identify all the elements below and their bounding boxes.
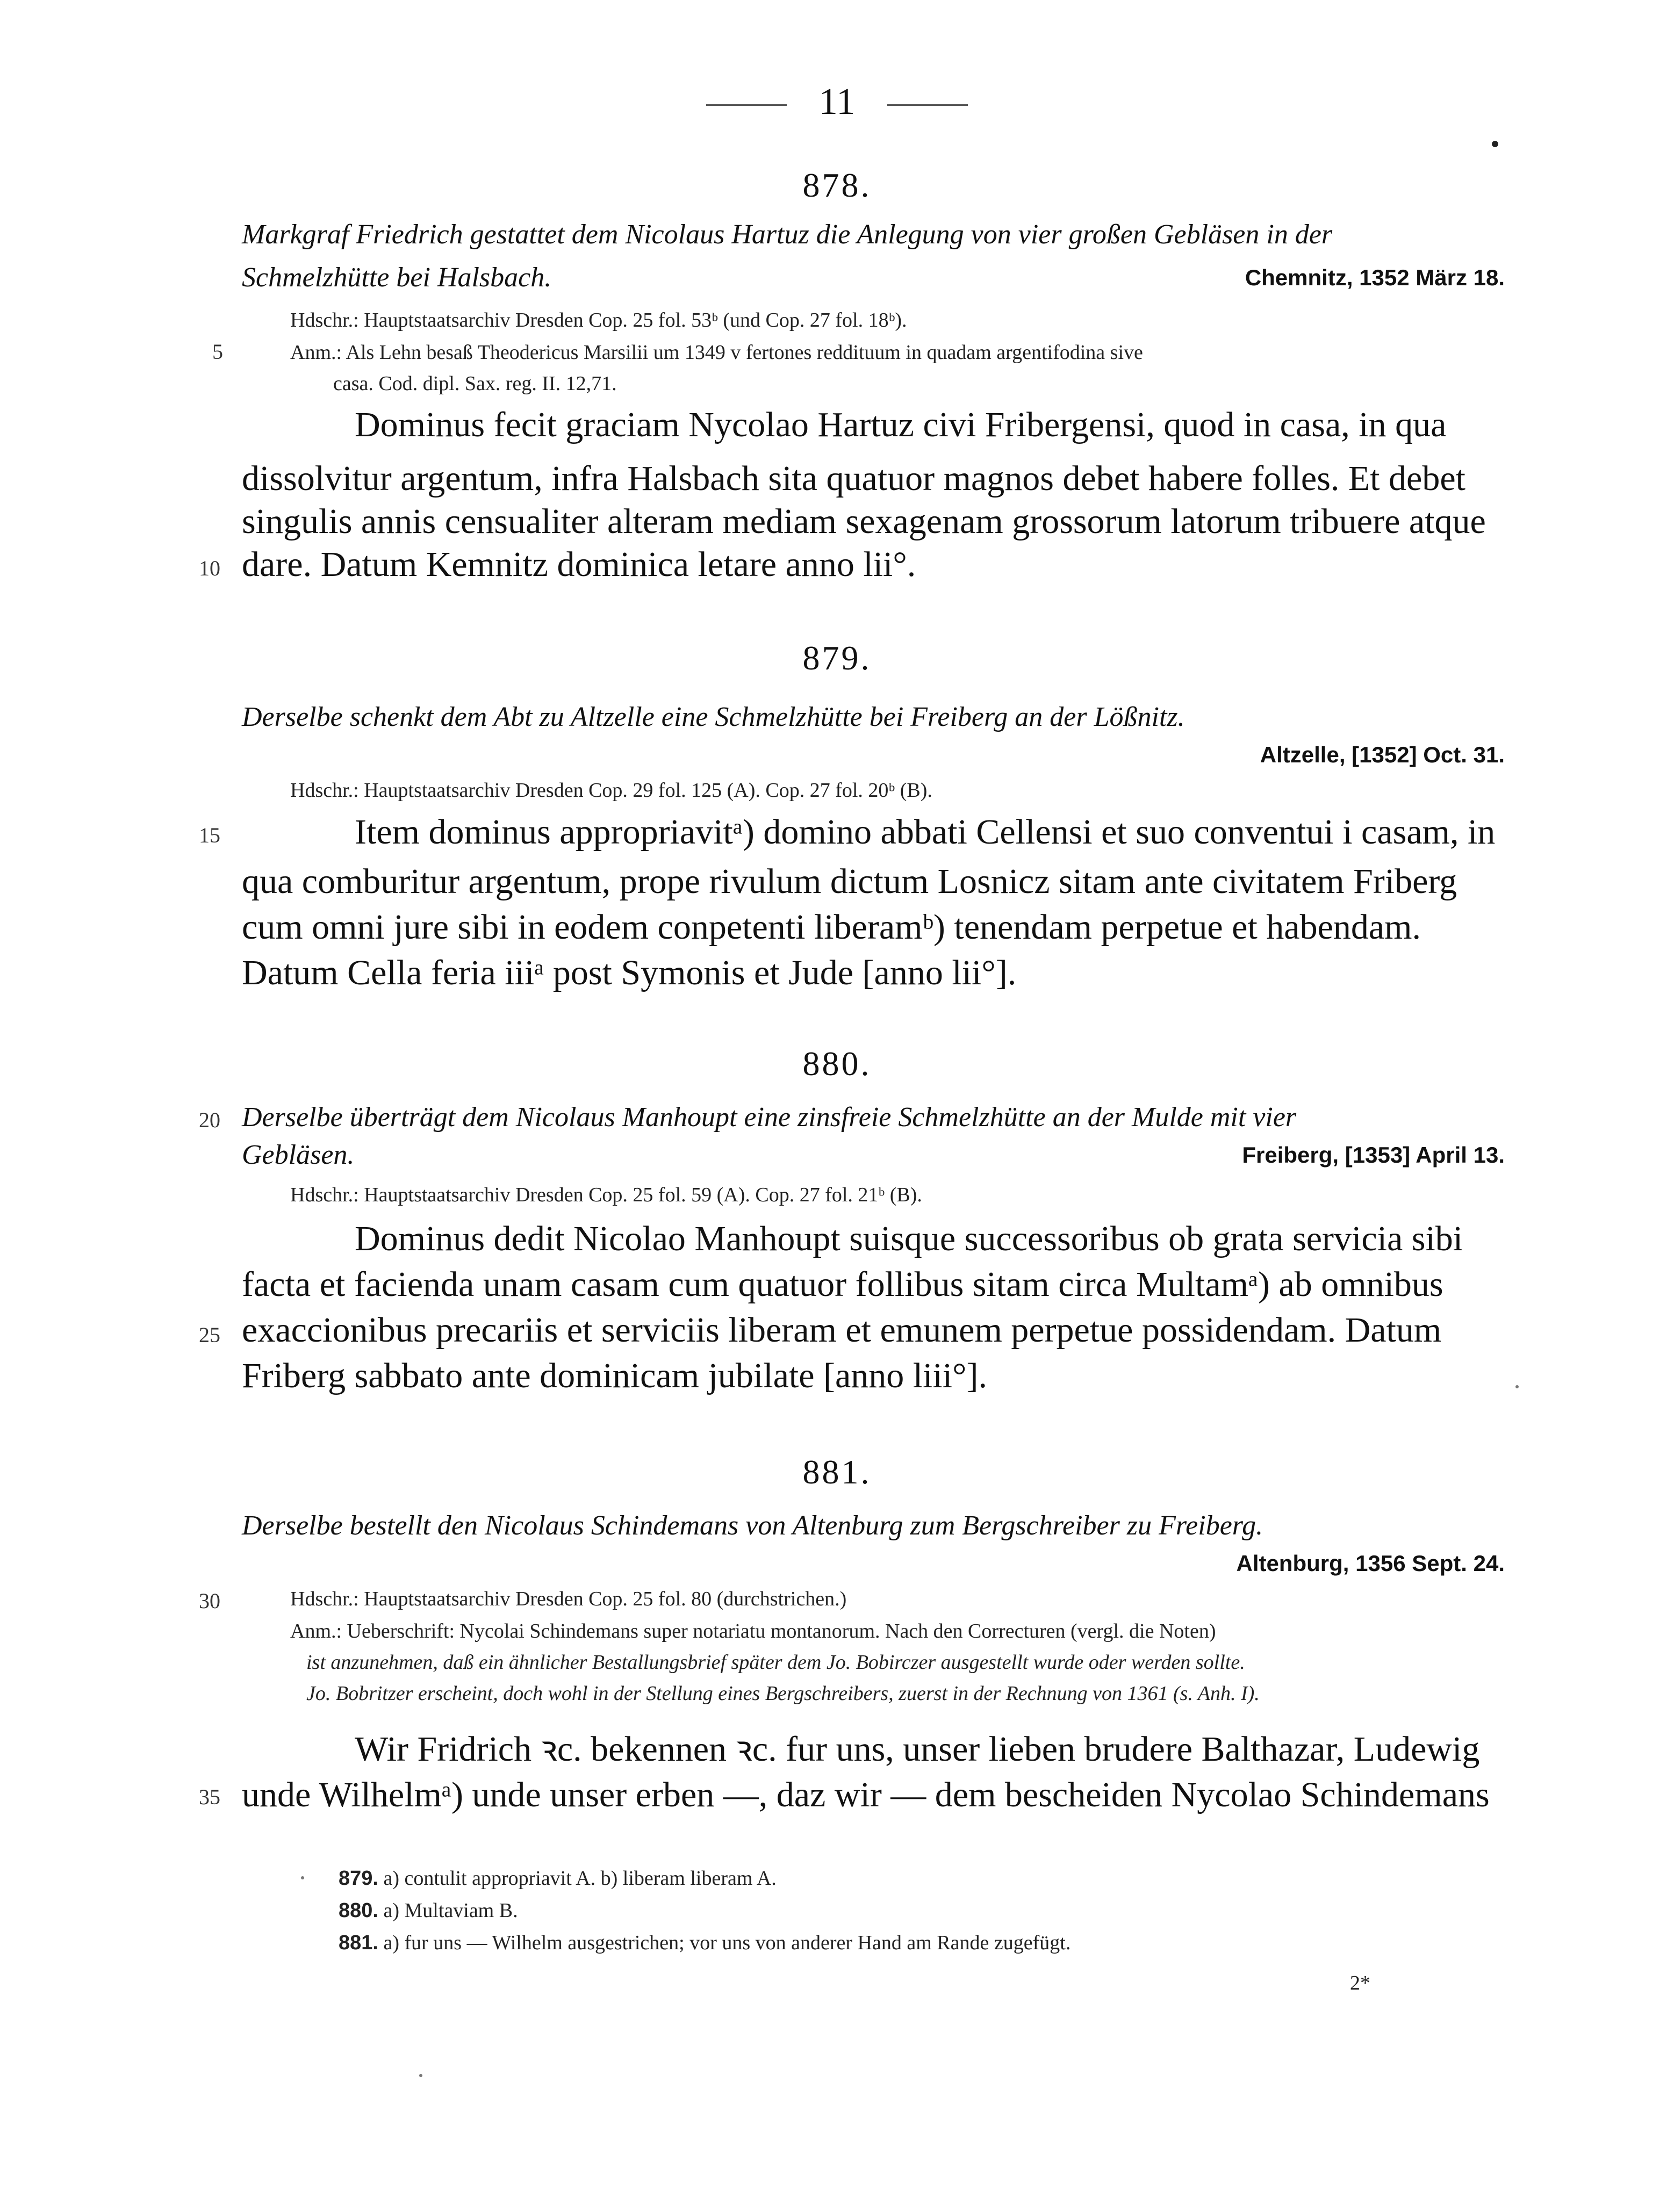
footnote [339, 1897, 1505, 1925]
text-line: Datum Cella feria iiiᵃ post Symonis et Jude [anno lii°]. [242, 953, 1017, 992]
text-line: dare. Datum Kemnitz dominica letare anno lii°. [242, 545, 916, 584]
document-date: Freiberg, [1353] April 13. [1242, 1142, 1505, 1168]
text-line: qua comburitur argentum, prope rivulum dictum Losnicz sitam ante civitatem Friberg [242, 862, 1457, 901]
footnote-number: 879. [339, 1867, 378, 1890]
document-summary: Derselbe überträgt dem Nicolaus Manhoupt eine zinsfreie Schmelzhütte an der Mulde mit vier [242, 1102, 1297, 1133]
text-line: facta et facienda unam casam cum quatuor follibus sitam circa Multamᵃ) ab omnibus [242, 1265, 1443, 1304]
speck [419, 2074, 422, 2077]
text-line: cum omni jure sibi in eodem conpetenti liberamᵇ) tenendam perpetue et habendam. [242, 907, 1421, 947]
document-summary: Markgraf Friedrich gestattet dem Nicolaus Hartuz die Anlegung von vier großen Gebläsen in der [242, 219, 1333, 250]
annotation: Anm.: Als Lehn besaß Theodericus Marsilii um 1349 v fertones reddituum in quadam argentifodina sive [290, 341, 1143, 364]
text-line: singulis annis censualiter alteram mediam sexagenam grossorum latorum tribuere atque [242, 502, 1486, 541]
line-number: 30 [199, 1589, 220, 1613]
rule-left [706, 104, 787, 106]
footnote-number: 880. [339, 1899, 378, 1922]
footnote-number: 881. [339, 1932, 378, 1954]
line-number: 5 [212, 340, 223, 364]
source-note: Hdschr.: Hauptstaatsarchiv Dresden Cop. 25 fol. 59 (A). Cop. 27 fol. 21ᵇ (B). [290, 1184, 922, 1206]
document-summary: Schmelzhütte bei Halsbach. [242, 262, 552, 293]
line-number: 25 [199, 1323, 220, 1347]
text-line: Item dominus appropriavitᵃ) domino abbati Cellensi et suo conventui i casam, in [355, 812, 1496, 852]
source-note: Hdschr.: Hauptstaatsarchiv Dresden Cop. 25 fol. 80 (durchstrichen.) [290, 1588, 847, 1610]
footnote [339, 1864, 1505, 1892]
text-line: Friberg sabbato ante dominicam jubilate [anno liii°]. [242, 1356, 987, 1395]
annotation: casa. Cod. dipl. Sax. reg. II. 12,71. [333, 372, 617, 395]
document-date: Chemnitz, 1352 März 18. [1245, 265, 1505, 290]
footnote-text: a) contulit appropriavit A. b) liberam liberam A. [383, 1867, 777, 1890]
footnote [339, 1929, 1505, 1957]
line-number: 20 [199, 1108, 220, 1132]
source-note: Hdschr.: Hauptstaatsarchiv Dresden Cop. 25 fol. 53ᵇ (und Cop. 27 fol. 18ᵇ). [290, 309, 907, 332]
document-date: Altenburg, 1356 Sept. 24. [1236, 1551, 1505, 1576]
line-number: 35 [199, 1785, 220, 1809]
source-note: Hdschr.: Hauptstaatsarchiv Dresden Cop. 29 fol. 125 (A). Cop. 27 fol. 20ᵇ (B). [290, 779, 932, 802]
document-number: 880. [802, 1044, 872, 1083]
document-summary: Derselbe bestellt den Nicolaus Schindemans von Altenburg zum Bergschreiber zu Freiberg. [242, 1510, 1263, 1541]
rule-right [887, 104, 968, 106]
document-number: 881. [802, 1453, 872, 1491]
line-number: 10 [199, 556, 220, 580]
annotation: Anm.: Ueberschrift: Nycolai Schindemans super notariatu montanorum. Nach den Correcturen (vergl. die Noten) [290, 1620, 1216, 1642]
document-date: Altzelle, [1352] Oct. 31. [1260, 742, 1505, 767]
text-line: Dominus fecit graciam Nycolao Hartuz civi Fribergensi, quod in casa, in qua [355, 405, 1447, 444]
document-summary: Derselbe schenkt dem Abt zu Altzelle eine Schmelzhütte bei Freiberg an der Lößnitz. [242, 702, 1185, 732]
text-line: dissolvitur argentum, infra Halsbach sita quatuor magnos debet habere folles. Et debet [242, 459, 1465, 498]
speck [301, 1876, 304, 1879]
text-line: unde Wilhelmᵃ) unde unser erben —, daz wir — dem bescheiden Nycolao Schindemans [242, 1775, 1490, 1814]
speck [1492, 141, 1498, 147]
document-number: 879. [802, 639, 872, 677]
annotation: ist anzunehmen, daß ein ähnlicher Bestallungsbrief später dem Jo. Bobirczer ausgestellt wurde oder werden sollte. [306, 1651, 1245, 1674]
footnote-text: a) fur uns — Wilhelm ausgestrichen; vor uns von anderer Hand am Rande zugefügt. [383, 1932, 1071, 1954]
footnote-text: a) Multaviam B. [383, 1899, 518, 1922]
text-line: exaccionibus precariis et serviciis liberam et emunem perpetue possidendam. Datum [242, 1310, 1442, 1350]
text-line: Wir Fridrich ꝛc. bekennen ꝛc. fur uns, unser lieben brudere Balthazar, Ludewig [355, 1730, 1480, 1769]
text-line: Dominus dedit Nicolao Manhoupt suisque successoribus ob grata servicia sibi [355, 1219, 1463, 1258]
document-number: 878. [802, 166, 872, 204]
line-number: 15 [199, 823, 220, 847]
speck [1515, 1385, 1519, 1388]
document-summary: Gebläsen. [242, 1140, 355, 1170]
page-number: 11 [0, 81, 1674, 124]
annotation: Jo. Bobritzer erscheint, doch wohl in der Stellung eines Bergschreibers, zuerst in der Rechnung von 1361 (s. Anh. I). [306, 1682, 1260, 1705]
signature-mark: 2* [1350, 1972, 1370, 1994]
